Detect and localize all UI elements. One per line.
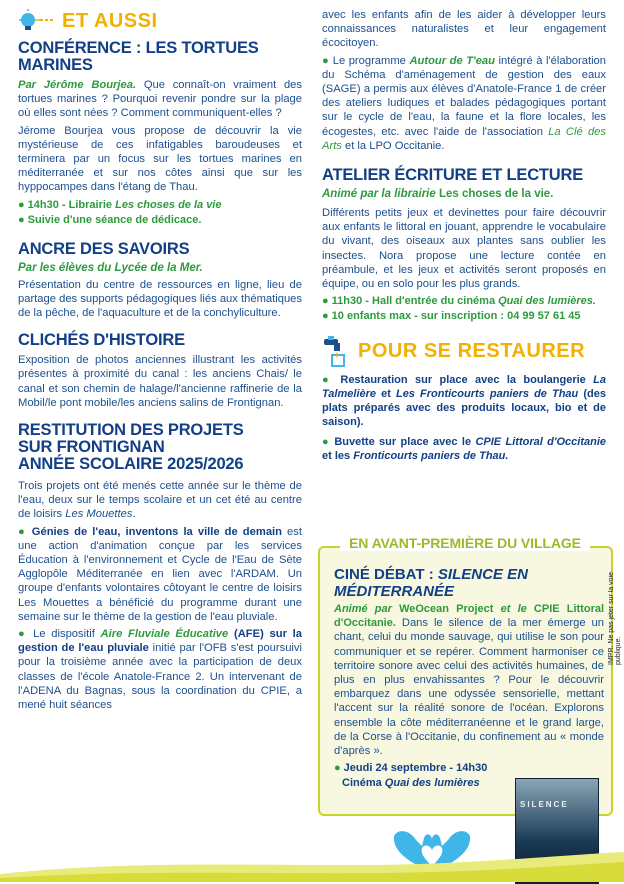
cine-debat-block (334, 566, 604, 791)
atelier-by: Animé par la librairie Les choses de la vie. (322, 188, 554, 201)
atelier-description: Différents petits jeux et devinettes pour faire découvrir aux enfants le littoral en jouant, apprendre le vocabulaire du vivant, des oiseaux aux plantes sans oublier les insectes. Nora propose une lecture contée en préambule, et les jeux et activités seront proposés en équipe, ou en solo pour les plus grands. (322, 207, 606, 291)
bullet-droplet-icon: ● (322, 436, 335, 449)
buvette-paragraph: ● Buvette sur place avec le CPIE Littoral d'Occitanie et les Fronticourts paniers de Thau. (322, 436, 607, 463)
atelier-title: ATELIER ÉCRITURE ET LECTURE (322, 166, 584, 185)
conference-description: Jérome Bourjea vous propose de découvrir la vie mystérieuse de ces infatigables baroudeuses et terminera par un focus sur les tortues marines en méditerranée et sur nos côtes ainsi que sur les hyppocampes dans l'étang de Thau. (18, 124, 302, 194)
conference-time: ● 14h30 - Librairie Les choses de la vie (18, 198, 222, 211)
avant-premiere-title: EN AVANT-PREMIÈRE DU VILLAGE (340, 535, 590, 551)
continued-paragraph: avec les enfants afin de les aider à développer leurs connaissances naturalistes et leur engagement écocitoyen. (322, 9, 606, 50)
ancre-title: ANCRE DES SAVOIRS (18, 239, 190, 258)
bullet-droplet-icon: ● (334, 762, 341, 775)
afe-paragraph: ● Le dispositif Aire Fluviale Éducative (AFE) sur la gestion de l'eau pluviale initié par l'OFB s'est poursuivi pour la troisième année avec la participation de deux classes de l'école Anatole-France 2. Un intervenant de l'ADENA du Bagnas, sous la coordination du CPIE, a mené huit séances (18, 628, 303, 712)
cliches-title: CLICHÉS D'HISTOIRE (18, 331, 185, 350)
atelier-registration: ● 10 enfants max - sur inscription : 04 99 57 61 45 (322, 310, 581, 323)
faucet-icon (322, 335, 352, 367)
restaurer-header (322, 335, 606, 367)
bullet-droplet-icon: ● (18, 213, 25, 226)
et-aussi-header (18, 8, 302, 34)
restitution-intro: Trois projets ont été menés cette année sur le thème de l'eau, deux sur le temps scolaire et un cet été au centre de loisirs Les Mouettes. (18, 480, 302, 521)
ancre-by: Par les élèves du Lycée de la Mer. (18, 261, 203, 274)
bullet-droplet-icon: ● (18, 525, 32, 538)
film-poster-title: SILENCE (520, 800, 569, 809)
restaurer-content (322, 373, 606, 463)
conference-signing: ● Suivie d'une séance de dédicace. (18, 213, 202, 226)
conference-title: CONFÉRENCE : LES TORTUES MARINES (18, 39, 259, 74)
left-column (18, 8, 302, 715)
bulb-icon (18, 8, 56, 34)
teau-paragraph: ● Le programme Autour de T'eau intégré à l'élaboration du Schéma d'aménagement de gestion des eaux (SAGE) a permis aux élèves d'Anatole-France 1 de créer des ateliers ludiques et balades pédagogiques portant sur le cycle de l'eau, la faune et la flore locales, les écogestes, etc. avec l'aide de l'association La Clé des Arts et la LPO Occitanie. (322, 54, 606, 152)
conference-speaker: Par Jérôme Bourjea. (18, 79, 137, 91)
bullet-droplet-icon: ● (18, 198, 25, 211)
et-aussi-title: ET AUSSI (62, 9, 158, 32)
bullet-droplet-icon: ● (322, 295, 329, 308)
right-column (322, 8, 606, 466)
restauration-paragraph: ● Restauration sur place avec la boulangerie La Talmelière et Les Fronticourts paniers de Thau (des plats préparés avec des produits locaux, bio et de saison). (322, 374, 607, 429)
bullet-droplet-icon: ● (322, 374, 341, 387)
cliches-description: Exposition de photos anciennes illustrant les activités présentes à proximité du canal : les anciens Chais/ le canal et son chemin de halage/l'ancienne raffinerie de la Mobil/le pont mobile/les anciens salins de Frontignan. (18, 354, 302, 409)
cine-debat-venue: Cinéma Quai des lumières (342, 777, 480, 790)
cine-debat-text: Animé par WeOcean Project et le CPIE Littoral d'Occitanie. Dans le silence de la mer émerge un chant, celui du monde sauvage, qui utilise le son pour communiquer et se repérer. Comment harmoniser ce territoire sonore avec celui des activités humaines, de plus en plus envahissantes ? Pour le découvrir embarquez dans une odyssée sensorielle, mettant l'accent sur la réalité sonore de l'océan. Explorons ensemble la côte méditerranéenne et le grand large, de la Corse à l'Occitanie, du confinement au « monde d'après ». (334, 603, 605, 758)
atelier-time: ● 11h30 - Hall d'entrée du cinéma Quai des lumières. (322, 295, 596, 308)
restaurer-title: POUR SE RESTAURER (358, 339, 586, 362)
cine-debat-title: CINÉ DÉBAT : SILENCE EN MÉDITERRANÉE (334, 566, 528, 600)
bottom-wave-decoration (0, 844, 624, 882)
bullet-droplet-icon: ● (322, 54, 333, 67)
conference-intro: Par Jérôme Bourjea. Que connaît-on vraiment des tortues marines ? Pourquoi revenir pondre sur la plage où elles sont nées ? Comment communiquent-elles ? (18, 79, 302, 120)
restitution-title: RESTITUTION DES PROJETS SUR FRONTIGNAN ANNÉE SCOLAIRE 2025/2026 (18, 421, 244, 474)
side-legal-text: IMPR. Ne pas jeter sur la voie publique. (608, 572, 622, 665)
bullet-droplet-icon: ● (18, 628, 34, 641)
cine-debat-time: ● Jeudi 24 septembre - 14h30 (334, 762, 488, 775)
ancre-description: Présentation du centre de ressources en ligne, lieu de partage des supports pédagogiques liés aux thématiques de la pêche, de l'aquaculture et de la conchyliculture. (18, 278, 302, 320)
genies-paragraph: ● Génies de l'eau, inventons la ville de demain est une action d'animation conçue par les services Éducation à l'environnement et Cycle de l'Eau de Sète Agglopôle Méditerranée en lien avec l'ARDAM. Un groupe d'enfants volontaires côtoyant le centre de loisirs Les Mouettes a bénéficié du programme durant une semaine sur le thème de la gestion de l'eau pluviale. (18, 525, 302, 623)
bullet-droplet-icon: ● (322, 310, 329, 323)
